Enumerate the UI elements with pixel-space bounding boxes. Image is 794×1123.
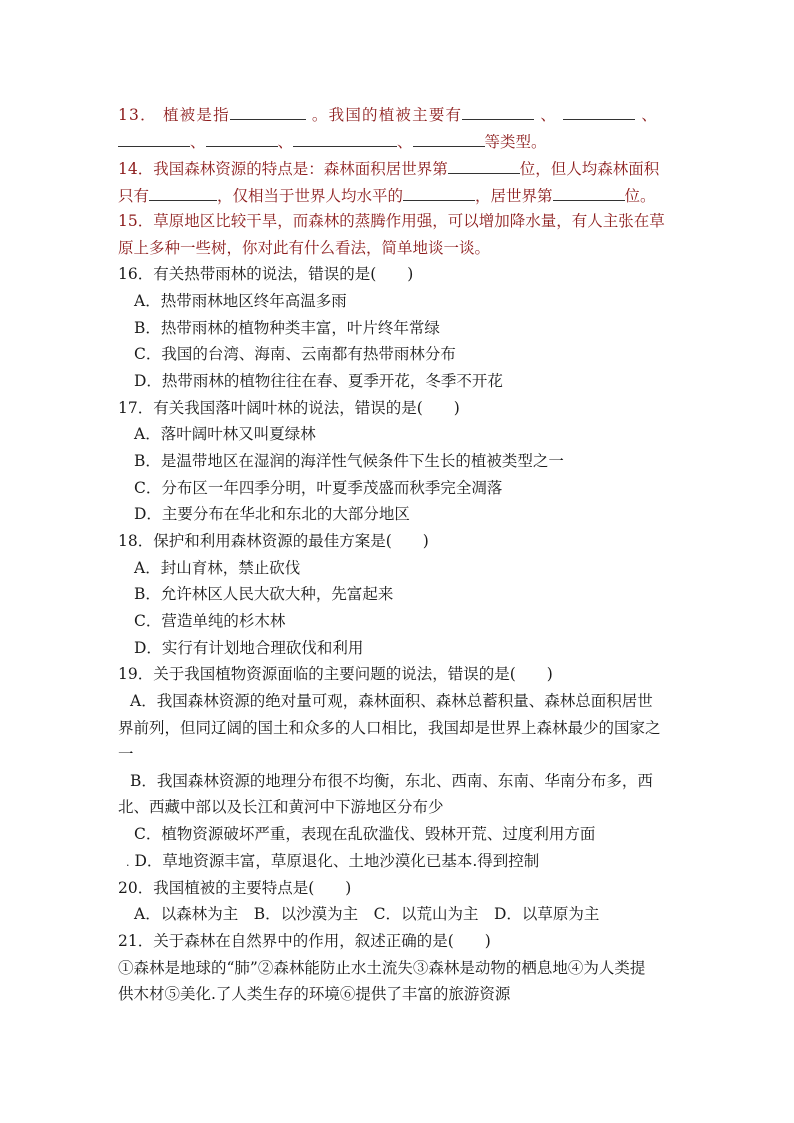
q13-blank-4[interactable] [118,131,190,147]
q17-option-b[interactable]: B．是温带地区在湿润的海洋性气候条件下生长的植被类型之一 [134,452,564,470]
q13-sep: 、 [540,106,558,124]
q19-option-a-line3: 一 [118,745,134,763]
q14-text-4: ，仅相当于世界人均水平的 [217,187,404,205]
q18-option-b[interactable]: B．允许林区人民大砍大种，先富起来 [134,585,394,603]
q14-blank-3[interactable] [403,185,475,201]
q15-line2: 原上多种一些树，你对此有什么看法，简单地谈一谈。 [118,239,491,257]
q13-number: 13． [118,106,157,124]
q19-option-d-text: D．草地资源丰富，草原退化、土地沙漠化已基本.得到控制 [134,852,540,870]
q19-option-b-line2: 北、西藏中部以及长江和黄河中下游地区分布少 [118,798,444,816]
q19-option-d[interactable] [126,851,539,873]
q14-text-5: ，居世界第 [475,187,553,205]
q21-line2: 供木材⑤美化.了人类生存的环境⑥提供了丰富的旅游资源 [118,985,511,1003]
q13-blank-3[interactable] [563,104,635,120]
q17-option-c[interactable]: C．分布区一年四季分明，叶夏季茂盛而秋季完全凋落 [134,479,503,497]
q17-option-d[interactable]: D．主要分布在华北和东北的大部分地区 [134,505,410,523]
q13-blank-6[interactable] [293,131,397,147]
q14-text-6: 位。 [624,187,656,205]
q13-sep: 、 [190,133,206,151]
q14-blank-2[interactable] [149,185,217,201]
q13-blank-2[interactable] [462,104,534,120]
q13-blank-5[interactable] [206,131,278,147]
q13-line1 [118,104,658,125]
q13-blank-7[interactable] [413,131,485,147]
q14-blank-1[interactable] [448,158,520,174]
q14-text-3: 只有 [118,187,150,205]
q13-blank-1[interactable] [230,104,306,120]
q20-stem: 20．我国植被的主要特点是( ) [118,879,352,897]
q13-text-2: 。我国的植被主要有 [311,106,463,124]
q16-option-c[interactable]: C．我国的台湾、海南、云南都有热带雨林分布 [134,345,456,363]
q13-end: 等类型。 [484,133,547,151]
q16-stem: 16．有关热带雨林的说法，错误的是( ) [118,265,414,283]
q13-sep: 、 [641,106,659,124]
q17-stem: 17．有关我国落叶阔叶林的说法，错误的是( ) [118,399,460,417]
q15-line1: 15．草原地区比较干旱，而森林的蒸腾作用强，可以增加降水量，有人主张在草 [118,212,665,230]
q13-sep: 、 [277,133,294,151]
q16-option-a[interactable]: A．热带雨林地区终年高温多雨 [134,292,347,310]
q16-option-d[interactable]: D．热带雨林的植物往往在春、夏季开花，冬季不开花 [134,372,503,390]
q18-option-a[interactable]: A．封山育林，禁止砍伐 [134,559,301,577]
q18-option-d[interactable]: D．实行有计划地合理砍伐和利用 [134,639,364,657]
q19-option-d-dot: . [126,856,130,869]
q17-option-a[interactable]: A．落叶阔叶林又叫夏绿林 [134,425,316,443]
q19-option-a-line1[interactable]: A．我国森林资源的绝对量可观，森林面积、森林总蓄积量、森林总面积居世 [130,692,653,710]
q19-option-a-line2: 界前列，但同辽阔的国土和众多的人口相比，我国却是世界上森林最少的国家之 [118,719,661,737]
q18-option-c[interactable]: C．营造单纯的杉木林 [134,612,286,630]
q20-options[interactable]: A．以森林为主 B．以沙漠为主 C．以荒山为主 D．以草原为主 [134,905,600,923]
q14-text-2: 位，但人均森林面积 [519,160,660,178]
q13-text: 植被是指 [162,106,230,124]
q13-line2 [118,131,547,152]
q21-line1: ①森林是地球的“肺”②森林能防止水土流失③森林是动物的栖息地④为人类提 [118,959,646,977]
q19-stem: 19．关于我国植物资源面临的主要问题的说法，错误的是( ) [118,665,553,683]
q14-blank-4[interactable] [553,185,625,201]
q19-option-b-line1[interactable]: B．我国森林资源的地理分布很不均衡，东北、西南、东南、华南分布多，西 [130,772,653,790]
q21-stem: 21．关于森林在自然界中的作用，叙述正确的是( ) [118,932,491,950]
q18-stem: 18．保护和利用森林资源的最佳方案是( ) [118,532,429,550]
q14-text: 14．我国森林资源的特点是：森林面积居世界第 [118,160,448,178]
q16-option-b[interactable]: B．热带雨林的植物种类丰富，叶片终年常绿 [134,319,440,337]
q14-line1 [118,158,659,179]
q19-option-c[interactable]: C．植物资源破坏严重，表现在乱砍滥伐、毁林开荒、过度利用方面 [134,825,596,843]
q14-line2 [118,185,656,206]
q13-sep: 、 [397,133,413,151]
